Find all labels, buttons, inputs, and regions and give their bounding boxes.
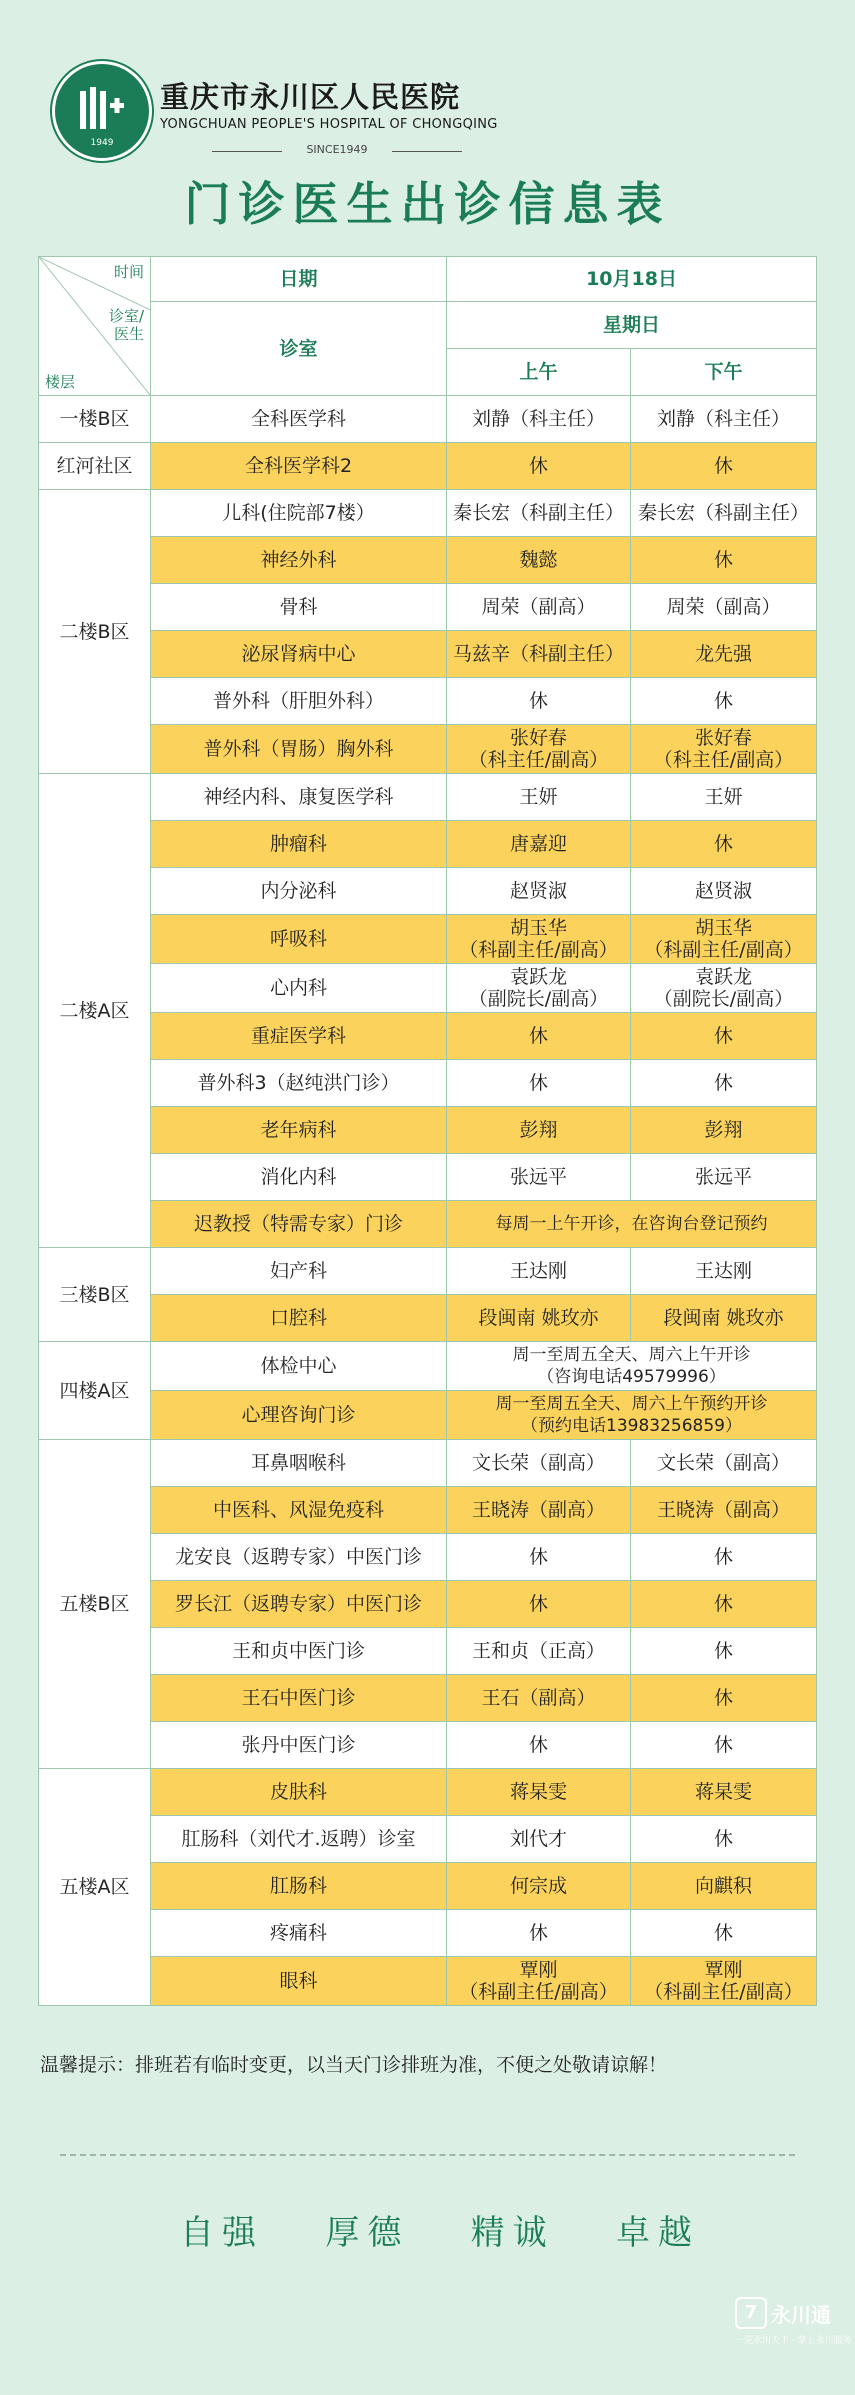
- table-row: [39, 1487, 817, 1534]
- date-value: 10月18日: [447, 257, 817, 302]
- dept-cell: 疼痛科: [151, 1910, 447, 1957]
- pm-doctor-cell: 休: [631, 1060, 817, 1107]
- table-row: [39, 1769, 817, 1816]
- floor-cell: 二楼A区: [39, 774, 151, 1248]
- am-doctor-cell: 袁跃龙 （副院长/副高）: [447, 964, 631, 1013]
- table-row: [39, 1816, 817, 1863]
- corner-time-label: 时间: [113, 263, 144, 281]
- dept-cell: 消化内科: [151, 1154, 447, 1201]
- am-doctor-cell: 胡玉华 （科副主任/副高）: [447, 915, 631, 964]
- pm-doctor-cell: 休: [631, 1816, 817, 1863]
- schedule-note-cell: 每周一上午开诊，在咨询台登记预约: [447, 1201, 817, 1248]
- pm-doctor-cell: 休: [631, 821, 817, 868]
- table-row: [39, 964, 817, 1013]
- table-row: [39, 774, 817, 821]
- dept-cell: 肛肠科（刘代才.返聘）诊室: [151, 1816, 447, 1863]
- watermark-subtitle: 一览永川天下 · 掌上永川服务: [735, 2336, 852, 2346]
- floor-cell: 二楼B区: [39, 490, 151, 774]
- pm-doctor-cell: 张远平: [631, 1154, 817, 1201]
- dept-cell: 呼吸科: [151, 915, 447, 964]
- dept-cell: 罗长江（返聘专家）中医门诊: [151, 1581, 447, 1628]
- table-row: [39, 1107, 817, 1154]
- motto-word: 卓越: [615, 2213, 700, 2253]
- watermark-logo-icon: 7: [735, 2297, 767, 2329]
- dept-cell: 老年病科: [151, 1107, 447, 1154]
- am-doctor-cell: 刘静（科主任）: [447, 396, 631, 443]
- table-row: [39, 490, 817, 537]
- am-doctor-cell: 王达刚: [447, 1248, 631, 1295]
- table-row: [39, 1534, 817, 1581]
- dept-cell: 皮肤科: [151, 1769, 447, 1816]
- dept-cell: 普外科3（赵纯洪门诊）: [151, 1060, 447, 1107]
- am-doctor-cell: 休: [447, 1013, 631, 1060]
- dept-cell: 妇产科: [151, 1248, 447, 1295]
- hospital-name-cn: 重庆市永川区人民医院: [160, 80, 461, 114]
- pm-doctor-cell: 王达刚: [631, 1248, 817, 1295]
- dept-cell: 体检中心: [151, 1342, 447, 1391]
- pm-doctor-cell: 王妍: [631, 774, 817, 821]
- am-doctor-cell: 王石（副高）: [447, 1675, 631, 1722]
- corner-floor-label: 楼层: [45, 373, 76, 391]
- table-row: [39, 443, 817, 490]
- am-doctor-cell: 休: [447, 1910, 631, 1957]
- table-row: [39, 1910, 817, 1957]
- pm-doctor-cell: 休: [631, 1628, 817, 1675]
- dept-cell: 王和贞中医门诊: [151, 1628, 447, 1675]
- am-doctor-cell: 秦长宏（科副主任）: [447, 490, 631, 537]
- am-doctor-cell: 休: [447, 1060, 631, 1107]
- table-row: [39, 1013, 817, 1060]
- hospital-emblem-icon: [72, 81, 132, 141]
- pm-doctor-cell: 休: [631, 1534, 817, 1581]
- dept-cell: 内分泌科: [151, 868, 447, 915]
- room-label: 诊室: [151, 302, 447, 396]
- dept-cell: 口腔科: [151, 1295, 447, 1342]
- table-row: [39, 915, 817, 964]
- pm-doctor-cell: 休: [631, 1013, 817, 1060]
- schedule-note-cell: 周一至周五全天、周六上午开诊 （咨询电话49579996）: [447, 1342, 817, 1391]
- am-doctor-cell: 休: [447, 1581, 631, 1628]
- pm-doctor-cell: 覃刚 （科副主任/副高）: [631, 1957, 817, 2006]
- am-doctor-cell: 赵贤淑: [447, 868, 631, 915]
- am-doctor-cell: 张远平: [447, 1154, 631, 1201]
- pm-doctor-cell: 文长荣（副高）: [631, 1440, 817, 1487]
- pm-doctor-cell: 胡玉华 （科副主任/副高）: [631, 915, 817, 964]
- schedule-note-cell: 周一至周五全天、周六上午预约开诊 （预约电话13983256859）: [447, 1391, 817, 1440]
- table-row: [39, 396, 817, 443]
- pm-doctor-cell: 张好春 （科主任/副高）: [631, 725, 817, 774]
- pm-doctor-cell: 彭翔: [631, 1107, 817, 1154]
- hospital-header: [52, 55, 552, 165]
- am-doctor-cell: 蒋杲雯: [447, 1769, 631, 1816]
- motto-word: 厚德: [325, 2213, 410, 2253]
- floor-cell: 五楼B区: [39, 1440, 151, 1769]
- table-row: [39, 1295, 817, 1342]
- dept-cell: 神经内科、康复医学科: [151, 774, 447, 821]
- pm-doctor-cell: 蒋杲雯: [631, 1769, 817, 1816]
- table-row: [39, 537, 817, 584]
- motto-word: 自强: [180, 2213, 264, 2253]
- since-text: SINCE1949: [306, 143, 368, 156]
- am-label: 上午: [447, 349, 631, 396]
- am-doctor-cell: 文长荣（副高）: [447, 1440, 631, 1487]
- dept-cell: 中医科、风湿免疫科: [151, 1487, 447, 1534]
- watermark-name: 永川通: [771, 2303, 831, 2327]
- table-row: [39, 1863, 817, 1910]
- pm-doctor-cell: 休: [631, 537, 817, 584]
- divider: [60, 2154, 795, 2156]
- table-row: [39, 631, 817, 678]
- watermark: [735, 2293, 852, 2353]
- floor-cell: 一楼B区: [39, 396, 151, 443]
- am-doctor-cell: 周荣（副高）: [447, 584, 631, 631]
- date-label: 日期: [151, 257, 447, 302]
- dept-cell: 迟教授（特需专家）门诊: [151, 1201, 447, 1248]
- pm-doctor-cell: 休: [631, 1675, 817, 1722]
- motto-word: 精诚: [470, 2213, 555, 2253]
- table-row: [39, 1957, 817, 2006]
- table-row: [39, 1060, 817, 1107]
- dept-cell: 全科医学科2: [151, 443, 447, 490]
- table-row: [39, 678, 817, 725]
- dept-cell: 龙安良（返聘专家）中医门诊: [151, 1534, 447, 1581]
- pm-doctor-cell: 休: [631, 1581, 817, 1628]
- table-row: [39, 584, 817, 631]
- pm-doctor-cell: 向麒积: [631, 1863, 817, 1910]
- am-doctor-cell: 马兹辛（科副主任）: [447, 631, 631, 678]
- since-line: [212, 143, 462, 159]
- page-title: 门诊医生出诊信息表: [184, 177, 671, 231]
- dept-cell: 心内科: [151, 964, 447, 1013]
- floor-cell: 五楼A区: [39, 1769, 151, 2006]
- am-doctor-cell: 何宗成: [447, 1863, 631, 1910]
- dept-cell: 重症医学科: [151, 1013, 447, 1060]
- table-row: [39, 1391, 817, 1440]
- am-doctor-cell: 唐嘉迎: [447, 821, 631, 868]
- pm-doctor-cell: 刘静（科主任）: [631, 396, 817, 443]
- am-doctor-cell: 休: [447, 1534, 631, 1581]
- corner-header-cell: [39, 257, 151, 396]
- dept-cell: 神经外科: [151, 537, 447, 584]
- am-doctor-cell: 张好春 （科主任/副高）: [447, 725, 631, 774]
- dept-cell: 肛肠科: [151, 1863, 447, 1910]
- hospital-name-en: YONGCHUAN PEOPLE'S HOSPITAL OF CHONGQING: [160, 117, 498, 132]
- floor-cell: 三楼B区: [39, 1248, 151, 1342]
- table-row: [39, 1581, 817, 1628]
- pm-doctor-cell: 休: [631, 1722, 817, 1769]
- am-doctor-cell: 休: [447, 443, 631, 490]
- pm-doctor-cell: 袁跃龙 （副院长/副高）: [631, 964, 817, 1013]
- am-doctor-cell: 段闽南 姚玫亦: [447, 1295, 631, 1342]
- tip-text: 温馨提示：排班若有临时变更，以当天门诊排班为准，不便之处敬请谅解！: [40, 2054, 668, 2076]
- pm-doctor-cell: 休: [631, 1910, 817, 1957]
- pm-doctor-cell: 休: [631, 443, 817, 490]
- dept-cell: 张丹中医门诊: [151, 1722, 447, 1769]
- am-doctor-cell: 王晓涛（副高）: [447, 1487, 631, 1534]
- dept-cell: 普外科（肝胆外科）: [151, 678, 447, 725]
- am-doctor-cell: 覃刚 （科副主任/副高）: [447, 1957, 631, 2006]
- table-row: [39, 1628, 817, 1675]
- table-row: [39, 1342, 817, 1391]
- dept-cell: 泌尿肾病中心: [151, 631, 447, 678]
- dept-cell: 全科医学科: [151, 396, 447, 443]
- pm-doctor-cell: 周荣（副高）: [631, 584, 817, 631]
- floor-cell: 红河社区: [39, 443, 151, 490]
- table-row: [39, 1722, 817, 1769]
- table-row: [39, 1248, 817, 1295]
- pm-label: 下午: [631, 349, 817, 396]
- table-row: [39, 821, 817, 868]
- pm-doctor-cell: 秦长宏（科副主任）: [631, 490, 817, 537]
- dept-cell: 眼科: [151, 1957, 447, 2006]
- dept-cell: 肿瘤科: [151, 821, 447, 868]
- dept-cell: 心理咨询门诊: [151, 1391, 447, 1440]
- schedule-table: [38, 256, 817, 2006]
- floor-cell: 四楼A区: [39, 1342, 151, 1440]
- logo-year: 1949: [90, 138, 114, 148]
- am-doctor-cell: 王妍: [447, 774, 631, 821]
- table-row: [39, 1440, 817, 1487]
- pm-doctor-cell: 赵贤淑: [631, 868, 817, 915]
- dept-cell: 儿科(住院部7楼）: [151, 490, 447, 537]
- motto: [180, 2205, 700, 2254]
- am-doctor-cell: 彭翔: [447, 1107, 631, 1154]
- table-row: [39, 1675, 817, 1722]
- dept-cell: 耳鼻咽喉科: [151, 1440, 447, 1487]
- pm-doctor-cell: 龙先强: [631, 631, 817, 678]
- am-doctor-cell: 休: [447, 678, 631, 725]
- table-row: [39, 868, 817, 915]
- am-doctor-cell: 休: [447, 1722, 631, 1769]
- am-doctor-cell: 魏懿: [447, 537, 631, 584]
- dept-cell: 王石中医门诊: [151, 1675, 447, 1722]
- hospital-logo: [52, 61, 152, 161]
- table-row: [39, 1201, 817, 1248]
- table-row: [39, 1154, 817, 1201]
- dept-cell: 普外科（胃肠）胸外科: [151, 725, 447, 774]
- corner-room-label: 诊室/ 医生: [108, 307, 144, 343]
- dept-cell: 骨科: [151, 584, 447, 631]
- am-doctor-cell: 刘代才: [447, 1816, 631, 1863]
- weekday-label: 星期日: [447, 302, 817, 349]
- table-row: [39, 725, 817, 774]
- pm-doctor-cell: 休: [631, 678, 817, 725]
- pm-doctor-cell: 王晓涛（副高）: [631, 1487, 817, 1534]
- pm-doctor-cell: 段闽南 姚玫亦: [631, 1295, 817, 1342]
- am-doctor-cell: 王和贞（正高）: [447, 1628, 631, 1675]
